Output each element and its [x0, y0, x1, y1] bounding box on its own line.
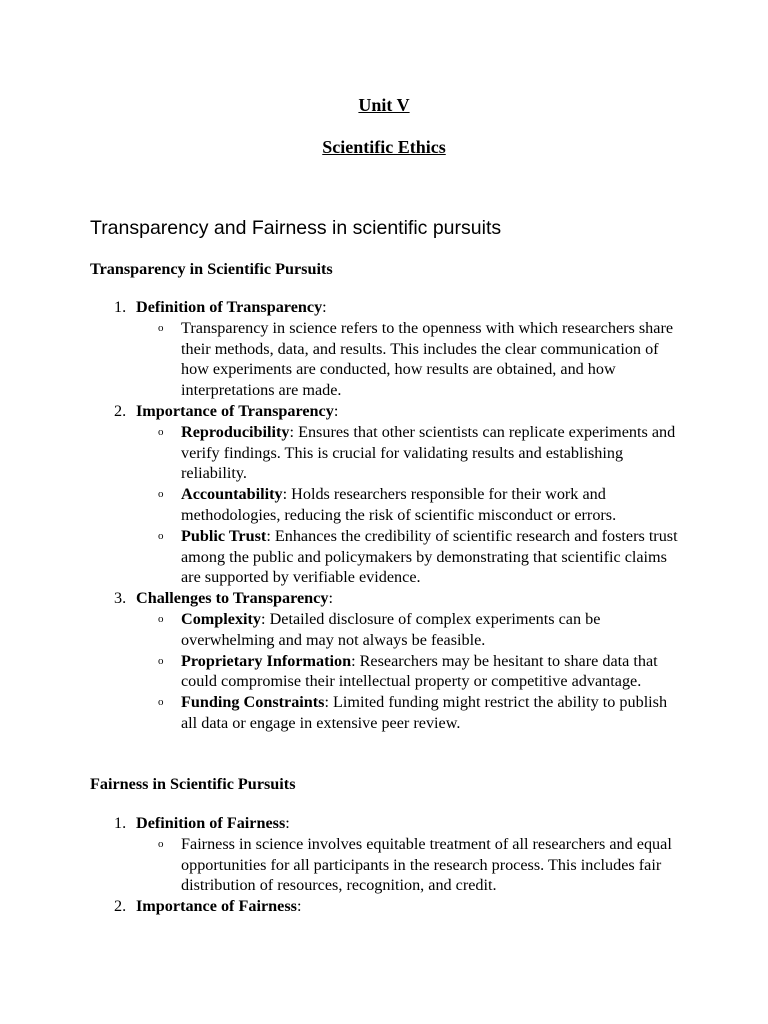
- item-title: Importance of Fairness: [136, 897, 297, 916]
- item-number: 1.: [114, 298, 127, 316]
- list-item: 2. Importance of Fairness:: [114, 897, 302, 916]
- bullet-bold-term: Funding Constraints: [181, 693, 325, 712]
- transparency-list: [0, 297, 768, 734]
- subject-title: Scientific Ethics: [322, 137, 446, 157]
- bullet-bold-term: Public Trust: [181, 526, 267, 545]
- bullet-icon: o: [158, 488, 164, 501]
- list-item: [0, 692, 768, 734]
- list-item: [0, 318, 768, 401]
- bullet-bold-term: Reproducibility: [181, 422, 290, 441]
- item-title: Definition of Transparency: [136, 298, 323, 316]
- bullet-text: : Limited funding might restrict the ability to publish all data or engage in extensive peer review.: [181, 693, 668, 732]
- bullet-bold-term: Proprietary Information: [181, 651, 352, 670]
- list-item: [0, 651, 768, 693]
- bullet-text: Fairness in science involves equitable treatment of all researchers and equal opportunities for all participants in the research process. This includes fair distribution of resources, recognition, and credit.: [181, 834, 672, 895]
- list-item: 1. Definition of Transparency:: [114, 298, 327, 316]
- unit-title: Unit V: [358, 95, 410, 115]
- bullet-text: : Detailed disclosure of complex experiments can be overwhelming and may not always be feasible.: [181, 609, 601, 649]
- bullet-icon: o: [158, 612, 164, 625]
- main-heading: Transparency and Fairness in scientific pursuits: [90, 217, 502, 239]
- bullet-text: : Holds researchers responsible for their work and methodologies, reducing the risk of scientific misconduct or errors.: [181, 485, 617, 524]
- list-item: [0, 484, 768, 526]
- bullet-bold-term: Complexity: [181, 609, 262, 628]
- item-number: 3.: [114, 589, 127, 608]
- bullet-icon: o: [158, 321, 164, 334]
- bullet-text: : Ensures that other scientists can replicate experiments and verify findings. This is crucial for validating results and establishing reliability.: [181, 422, 676, 483]
- list-item: 2. Importance of Transparency:: [114, 401, 339, 420]
- bullet-text: : Enhances the credibility of scientific research and fosters trust among the public and policymakers by demonstrating that scientific claims are supported by verifiable evidence.: [181, 526, 678, 587]
- item-title: Importance of Transparency: [136, 401, 334, 420]
- list-item: [0, 609, 768, 651]
- item-number: 1.: [114, 814, 127, 832]
- list-item: [0, 526, 768, 588]
- list-item: 1. Definition of Fairness:: [114, 814, 290, 832]
- item-number: 2.: [114, 401, 127, 420]
- fairness-list: [0, 813, 768, 917]
- item-number: 2.: [114, 897, 127, 916]
- list-item: 3. Challenges to Transparency:: [114, 589, 333, 608]
- bullet-icon: o: [158, 425, 164, 438]
- bullet-icon: o: [158, 696, 164, 709]
- bullet-text: Transparency in science refers to the openness with which researchers share their methods, data, and results. This includes the clear communication of how experiments are conducted, how results are obtained, and how interpretations are made.: [181, 318, 674, 400]
- list-item: [0, 834, 768, 896]
- section-heading-fairness: Fairness in Scientific Pursuits: [90, 775, 296, 793]
- item-title: Challenges to Transparency: [136, 589, 329, 608]
- bullet-icon: o: [158, 837, 164, 850]
- list-item: [0, 422, 768, 484]
- bullet-icon: o: [158, 529, 164, 542]
- section-heading-transparency: Transparency in Scientific Pursuits: [90, 260, 333, 278]
- bullet-icon: o: [158, 654, 164, 667]
- item-title: Definition of Fairness: [136, 814, 286, 832]
- bullet-bold-term: Accountability: [181, 485, 283, 504]
- bullet-text: : Researchers may be hesitant to share data that could compromise their intellectual property or competitive advantage.: [181, 651, 658, 691]
